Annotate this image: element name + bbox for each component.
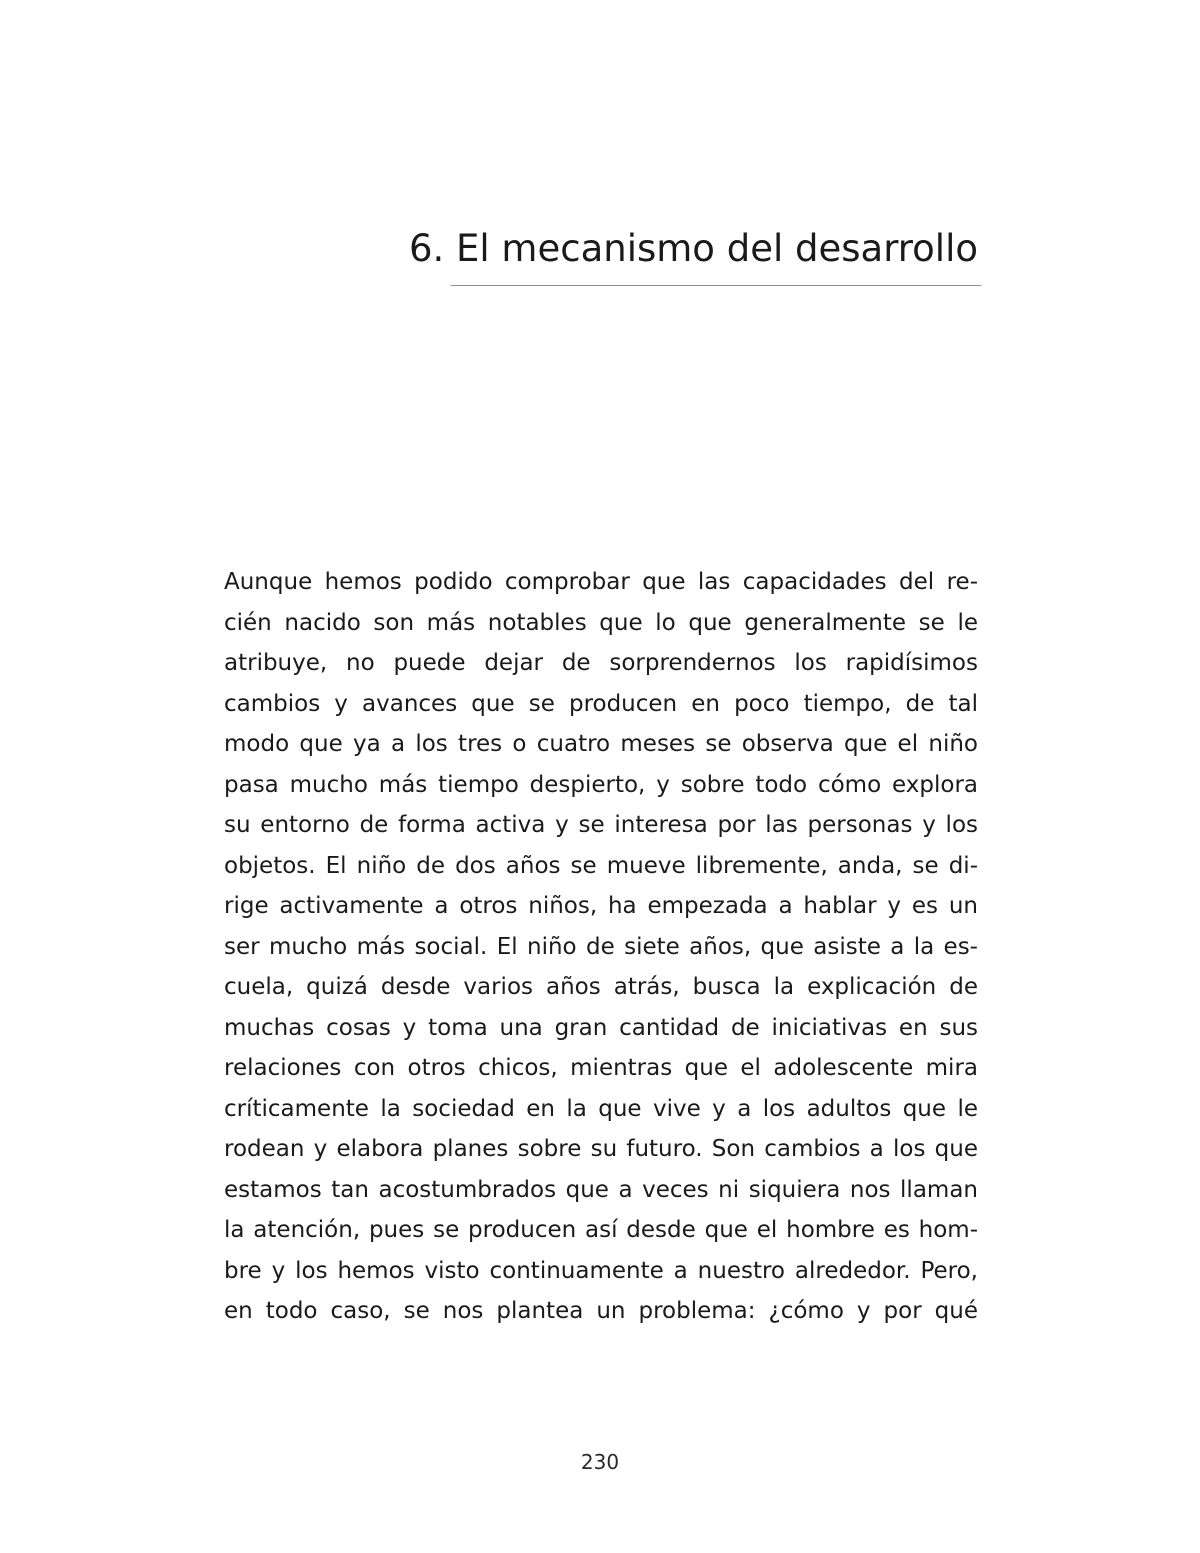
body-paragraph xyxy=(224,562,978,1332)
paragraph-line: Aunque hemos podido comprobar que las capacidades del re- xyxy=(224,569,978,595)
paragraph-line: la atención, pues se producen así desde que el hombre es hom- xyxy=(224,1217,978,1243)
paragraph-line: cuela, quizá desde varios años atrás, busca la explicación de xyxy=(224,974,978,1000)
paragraph-line: estamos tan acostumbrados que a veces ni siquiera nos llaman xyxy=(224,1176,978,1203)
title-underline-rule xyxy=(451,285,981,286)
paragraph-line: relaciones con otros chicos, mientras que el adolescente mira xyxy=(224,1055,978,1081)
paragraph-line: cién nacido son más notables que lo que generalmente se le xyxy=(224,609,978,636)
paragraph-line: objetos. El niño de dos años se mueve libremente, anda, se di- xyxy=(224,852,978,879)
paragraph-line: cambios y avances que se producen en poco tiempo, de tal xyxy=(224,690,978,717)
paragraph-line: modo que ya a los tres o cuatro meses se observa que el niño xyxy=(224,731,978,757)
paragraph-line: críticamente la sociedad en la que vive y a los adultos que le xyxy=(224,1095,978,1122)
paragraph-line: muchas cosas y toma una gran cantidad de iniciativas en sus xyxy=(224,1014,978,1041)
paragraph-line: su entorno de forma activa y se interesa por las personas y los xyxy=(224,812,978,838)
paragraph-line: rige activamente a otros niños, ha empezada a hablar y es un xyxy=(224,893,978,919)
paragraph-line: atribuye, no puede dejar de sorprendernos los rapidísimos xyxy=(224,650,978,676)
chapter-title: 6. El mecanismo del desarrollo xyxy=(408,227,978,270)
paragraph-line: en todo caso, se nos plantea un problema: ¿cómo y por qué xyxy=(224,1298,978,1324)
paragraph-line: bre y los hemos visto continuamente a nuestro alrededor. Pero, xyxy=(224,1257,978,1284)
paragraph-line: pasa mucho más tiempo despierto, y sobre todo cómo explora xyxy=(224,771,978,798)
page-number: 230 xyxy=(580,1450,620,1474)
paragraph-line: rodean y elabora planes sobre su futuro. Son cambios a los que xyxy=(224,1136,978,1162)
paragraph-line: ser mucho más social. El niño de siete años, que asiste a la es- xyxy=(224,933,978,960)
